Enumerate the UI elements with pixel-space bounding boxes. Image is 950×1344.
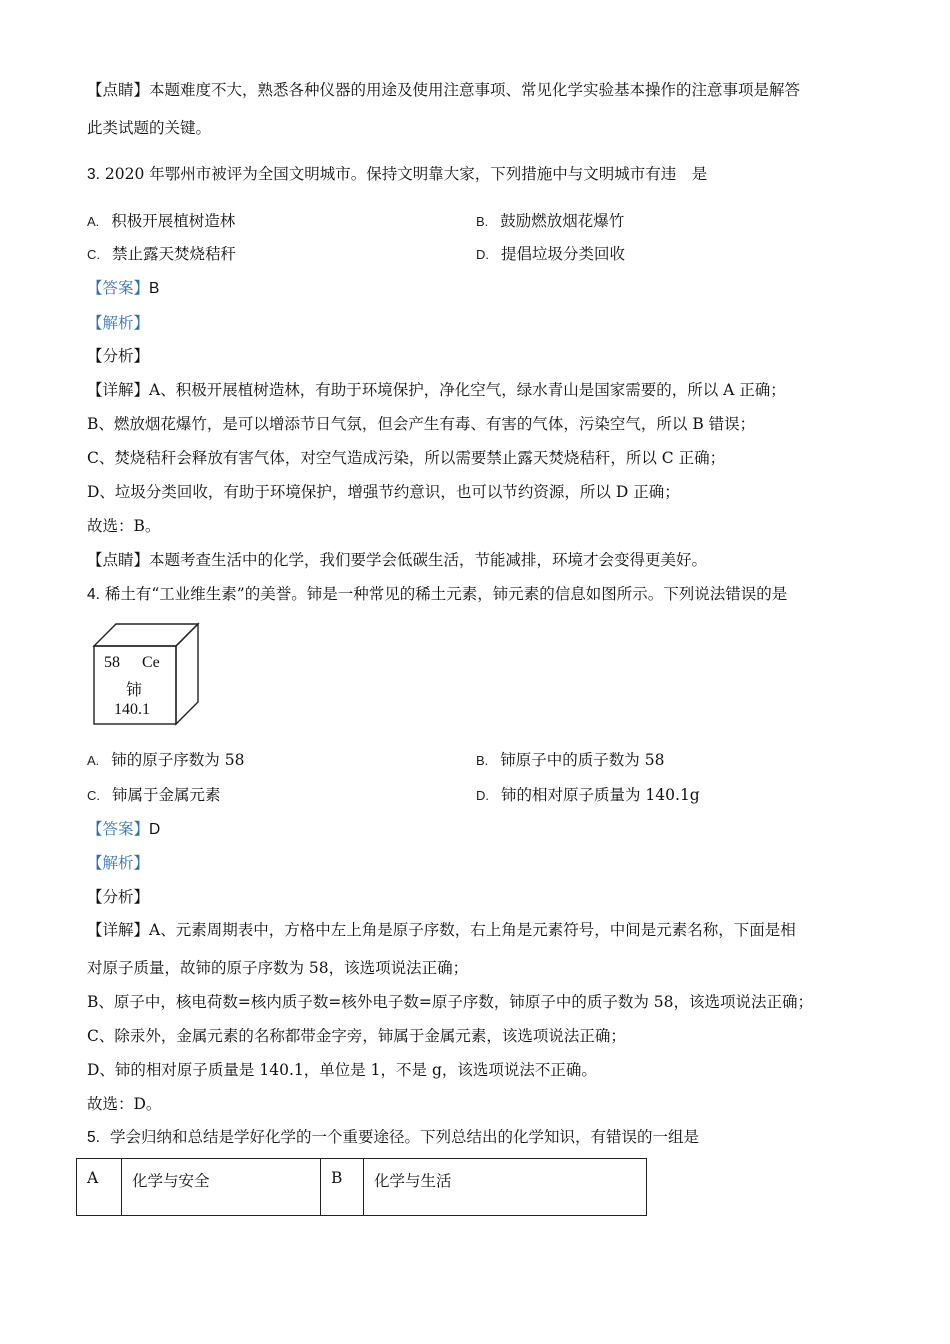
q5-number: 5. [87, 1129, 100, 1146]
q3-analysis-tag: 【解析】 [87, 314, 150, 332]
q2-tip-line1: 【点睛】本题难度不大，熟悉各种仪器的用途及使用注意事项、常见化学实验基本操作的注意事项是解答 [87, 81, 801, 99]
q4-option-d: D. 铈的相对原子质量为 140.1g [476, 786, 700, 804]
element-mass: 140.1 [114, 701, 150, 718]
q2-tip-line2: 此类试题的关键。 [87, 119, 212, 137]
q3-stem: 3. 2020 年鄂州市被评为全国文明城市。保持文明靠大家，下列措施中与文明城市有违 是 [87, 165, 708, 183]
q4-choice: 故选：D。 [87, 1095, 162, 1113]
q4-stem: 4. 稀土有“工业维生素”的美誉。铈是一种常见的稀土元素，铈元素的信息如图所示。下列说法错误的是 [87, 585, 788, 603]
q4-answer-tag: 【答案】 [87, 820, 150, 838]
q2-tip-tag: 【点睛】 [87, 81, 150, 99]
q3-option-c: C. 禁止露天焚烧秸秆 [87, 245, 237, 263]
q5-table-letter-a: A [77, 1159, 122, 1216]
element-symbol: Ce [142, 654, 160, 671]
q3-answer [87, 278, 159, 299]
q3-detail-line2: B、燃放烟花爆竹，是可以增添节日气氛，但会产生有毒、有害的气体，污染空气，所以 B 错误； [87, 415, 756, 433]
q4-detail-line1b: 对原子质量，故铈的原子序数为 58，该选项说法正确； [87, 959, 469, 977]
q3-detail-line1: 【详解】A、积极开展植树造林，有助于环境保护，净化空气，绿水青山是国家需要的，所以 A 正确； [87, 381, 786, 399]
q3-answer-value: B [149, 280, 160, 297]
q3-fenxi-tag: 【分析】 [87, 347, 150, 365]
q4-answer-value: D [149, 821, 161, 838]
q5-table [76, 1158, 647, 1216]
element-name: 铈 [126, 682, 143, 699]
q5-table-title-b: 化学与生活 [364, 1159, 647, 1216]
q4-detail-line3: C、除汞外，金属元素的名称都带金字旁，铈属于金属元素，该选项说法正确； [87, 1027, 626, 1045]
element-atomic-number: 58 [104, 654, 120, 671]
q4-fenxi-tag: 【分析】 [87, 888, 150, 906]
q5-stem: 5. 学会归纳和总结是学好化学的一个重要途径。下列总结出的化学知识，有错误的一组是 [87, 1128, 699, 1146]
q3-option-d: D. 提倡垃圾分类回收 [476, 245, 626, 263]
q3-option-b: B. 鼓励燃放烟花爆竹 [476, 212, 625, 230]
q5-table-letter-b: B [321, 1159, 364, 1216]
q3-option-a: A. 积极开展植树造林 [87, 212, 236, 230]
q3-detail-line3: C、焚烧秸秆会释放有害气体，对空气造成污染，所以需要禁止露天焚烧秸秆，所以 C 正确； [87, 449, 726, 467]
q4-option-b: B. 铈原子中的质子数为 58 [476, 751, 665, 769]
q5-table-title-a: 化学与安全 [122, 1159, 321, 1216]
q3-tip: 【点睛】本题考查生活中的化学，我们要学会低碳生活，节能减排，环境才会变得更美好。 [87, 551, 708, 569]
q3-choice: 故选：B。 [87, 517, 161, 535]
q3-detail-line4: D、垃圾分类回收，有助于环境保护，增强节约意识，也可以节约资源，所以 D 正确； [87, 483, 680, 501]
q3-number: 3. [87, 166, 100, 183]
q4-answer [87, 819, 160, 840]
table-row [77, 1159, 647, 1216]
q4-option-a: A. 铈的原子序数为 58 [87, 751, 245, 769]
q4-analysis-tag: 【解析】 [87, 854, 150, 872]
q4-detail-line1: 【详解】A、元素周期表中，方格中左上角是原子序数，右上角是元素符号，中间是元素名称，下面是相 [87, 921, 796, 939]
q4-detail-line2: B、原子中，核电荷数=核内质子数=核外电子数=原子序数，铈原子中的质子数为 58，该选项说法正确； [87, 993, 814, 1011]
q3-answer-tag: 【答案】 [87, 279, 150, 297]
q4-option-c: C. 铈属于金属元素 [87, 786, 221, 804]
q4-detail-line4: D、铈的相对原子质量是 140.1，单位是 1，不是 g，该选项说法不正确。 [87, 1061, 597, 1079]
q4-number: 4. [87, 586, 100, 603]
